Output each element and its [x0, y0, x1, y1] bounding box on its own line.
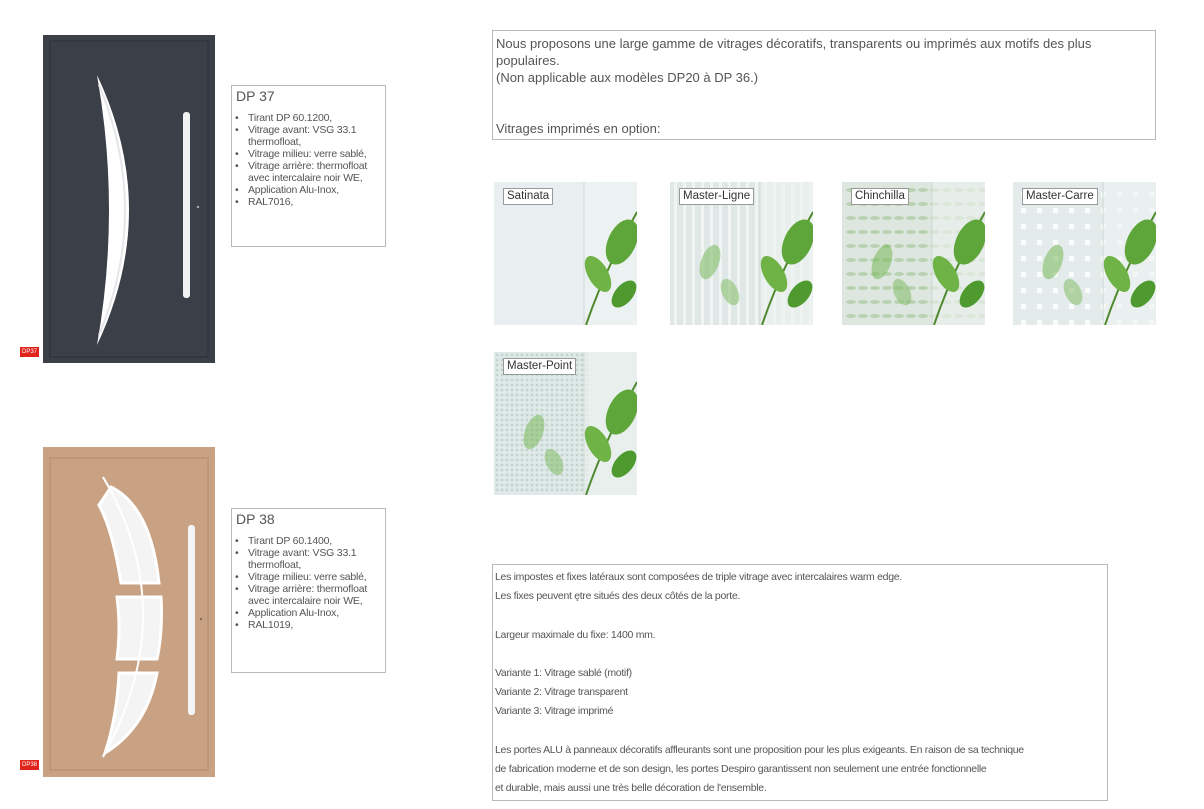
spec-item: • Vitrage arrière: thermofloat avec intercalaire noir WE,: [248, 160, 385, 184]
glass-sample-satin: [494, 182, 637, 325]
intro-box: [492, 30, 1156, 140]
glass-sample-label: Satinata: [503, 188, 553, 205]
spec-box-dp38: [231, 508, 386, 673]
info-line: Variante 1: Vitrage sablé (motif): [495, 666, 632, 679]
info-line: Les impostes et fixes latéraux sont composées de triple vitrage avec intercalaires warm edge.: [495, 571, 902, 583]
info-line: et durable, mais aussi une très belle décoration de l'ensemble.: [495, 782, 767, 795]
glass-sample-label: Master-Ligne: [679, 188, 754, 205]
info-line: Variante 2: Vitrage transparent: [495, 686, 628, 699]
info-box: [492, 564, 1108, 801]
option-title: Vitrages imprimés en option:: [496, 121, 661, 136]
door-image-dp37: [33, 35, 221, 363]
spec-item: • Vitrage milieu: verre sablé,: [248, 148, 385, 160]
glass-sample-carre: [1013, 182, 1156, 325]
spec-title-dp37: DP 37: [236, 88, 275, 104]
spec-title-dp38: DP 38: [236, 511, 275, 527]
spec-item: • Vitrage avant: VSG 33.1 thermofloat,: [248, 124, 385, 148]
spec-item: • Vitrage arrière: thermofloat avec intercalaire noir WE,: [248, 583, 385, 607]
info-line: Largeur maximale du fixe: 1400 mm.: [495, 628, 656, 641]
spec-item: • Tirant DP 60.1200,: [248, 112, 385, 124]
spec-item: • RAL7016,: [248, 196, 385, 208]
glass-sample-label: Master-Carre: [1022, 188, 1098, 205]
intro-text: Nous proposons une large gamme de vitrages décoratifs, transparents ou imprimés aux motifs des plus populaires.: [496, 36, 1092, 68]
glass-sample-chinchilla: [842, 182, 985, 325]
spec-list-dp38: [232, 535, 385, 631]
glass-sample-point: [494, 352, 637, 495]
spec-item: • Application Alu-Inox,: [248, 607, 385, 619]
spec-item: • Tirant DP 60.1400,: [248, 535, 385, 547]
door-badge-dp38: DP38: [22, 762, 38, 768]
glass-sample-ligne: [670, 182, 813, 325]
info-line: Variante 3: Vitrage imprimé: [495, 705, 614, 718]
spec-item: • RAL1019,: [248, 619, 385, 631]
info-line: de fabrication moderne et de son design, les portes Despiro garantissent non seulement une entrée fonctionnelle: [495, 763, 987, 776]
spec-item: • Application Alu-Inox,: [248, 184, 385, 196]
glass-sample-label: Master-Point: [503, 358, 576, 375]
spec-item: • Vitrage milieu: verre sablé,: [248, 571, 385, 583]
spec-list-dp37: [232, 112, 385, 208]
intro-note: (Non applicable aux modèles DP20 à DP 36.): [496, 70, 759, 85]
spec-box-dp37: [231, 85, 386, 247]
door-badge-dp37: DP37: [22, 349, 38, 355]
info-line: Les fixes peuvent ętre situés des deux côtés de la porte.: [495, 590, 740, 603]
glass-sample-label: Chinchilla: [851, 188, 909, 205]
info-line: Les portes ALU à panneaux décoratifs affleurants sont une proposition pour les plus exigeants. En raison de sa technique: [495, 743, 1024, 756]
door-image-dp38: [33, 447, 221, 777]
spec-item: • Vitrage avant: VSG 33.1 thermofloat,: [248, 547, 385, 571]
